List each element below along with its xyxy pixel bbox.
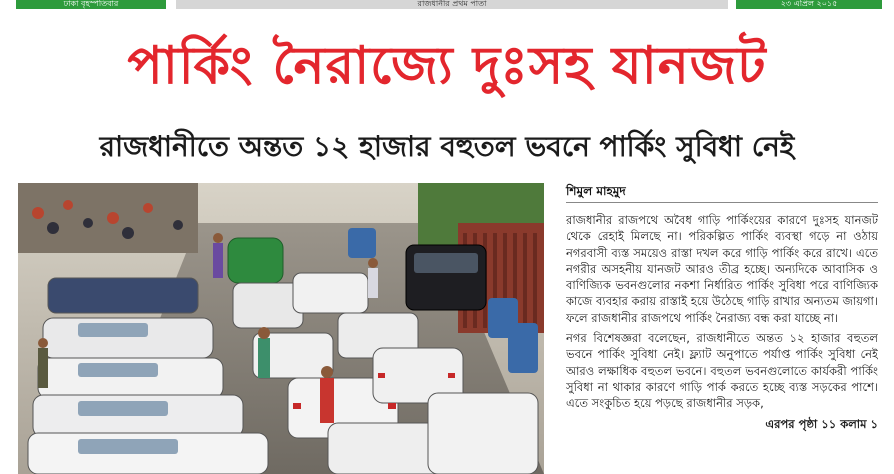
byline-divider <box>566 202 878 203</box>
continuation-note: এরপর পৃষ্ঠা ১১ কলাম ১ <box>765 416 878 431</box>
edition-label: ঢাকা বৃহস্পতিবার <box>16 0 166 9</box>
article-body <box>566 212 878 474</box>
headline: পার্কিং নৈরাজ্যে দুঃসহ যানজট <box>127 36 767 96</box>
article-paragraph-2: নগর বিশেষজ্ঞরা বলেছেন, রাজধানীতে অন্তত ১২ হাজার বহুতল ভবনে পার্কিং সুবিধা নেই। ফ্ল্যাট অনুপাতে পর্যাপ্ত পার্কিং সুবিধা নেই আরও লক্ষাধিক বহুতল ভবনে। বহুতল ভবনগুলোতে কার্যকরী পার্কিং সুবিধা না থাকার কারণে গাড়ি পার্ক করতে হচ্ছে ব্যস্ত সড়কের পাশে। এতে সংকুচিত হয়ে পড়ছে রাজধানীর সড়ক, <box>566 331 878 411</box>
section-label: রাজধানীর প্রথম পাতা <box>176 0 728 9</box>
masthead-strip <box>0 0 894 12</box>
byline: শিমুল মাহমুদ <box>566 184 626 198</box>
article-paragraph-1: রাজধানীর রাজপথে অবৈধ গাড়ি পার্কিংয়ের কারণে দুঃসহ যানজট থেকে রেহাই মিলছে না। পরিকল্পিত পার্কিং ব্যবস্থা গড়ে না ওঠায় নগরবাসী ব্যস্ত সময়েও রাস্তা দখল করে গাড়ি পার্কিং করে রাখে। এতে নগরীর অসহনীয় যানজট আরও তীব্র হচ্ছে। অন্যদিকে আবাসিক ও বাণিজ্যিক ভবনগুলোর নকশা নির্ধারিত পার্কিং সুবিধা পরে বাণিজ্যিক কাজে ব্যবহার করায় রাস্তাই হয়ে উঠেছে গাড়ি রাখার অন্যতম জায়গা। ফলে রাজধানীর রাজপথে পার্কিং নৈরাজ্য বন্ধ করা যাচ্ছে না। <box>566 213 878 325</box>
street-parking-photo <box>18 183 544 474</box>
subheadline: রাজধানীতে অন্তত ১২ হাজার বহুতল ভবনে পার্কিং সুবিধা নেই <box>99 130 795 163</box>
date-label: ২৩ এপ্রিল ২০১৫ <box>736 0 882 9</box>
news-photo <box>18 183 544 474</box>
